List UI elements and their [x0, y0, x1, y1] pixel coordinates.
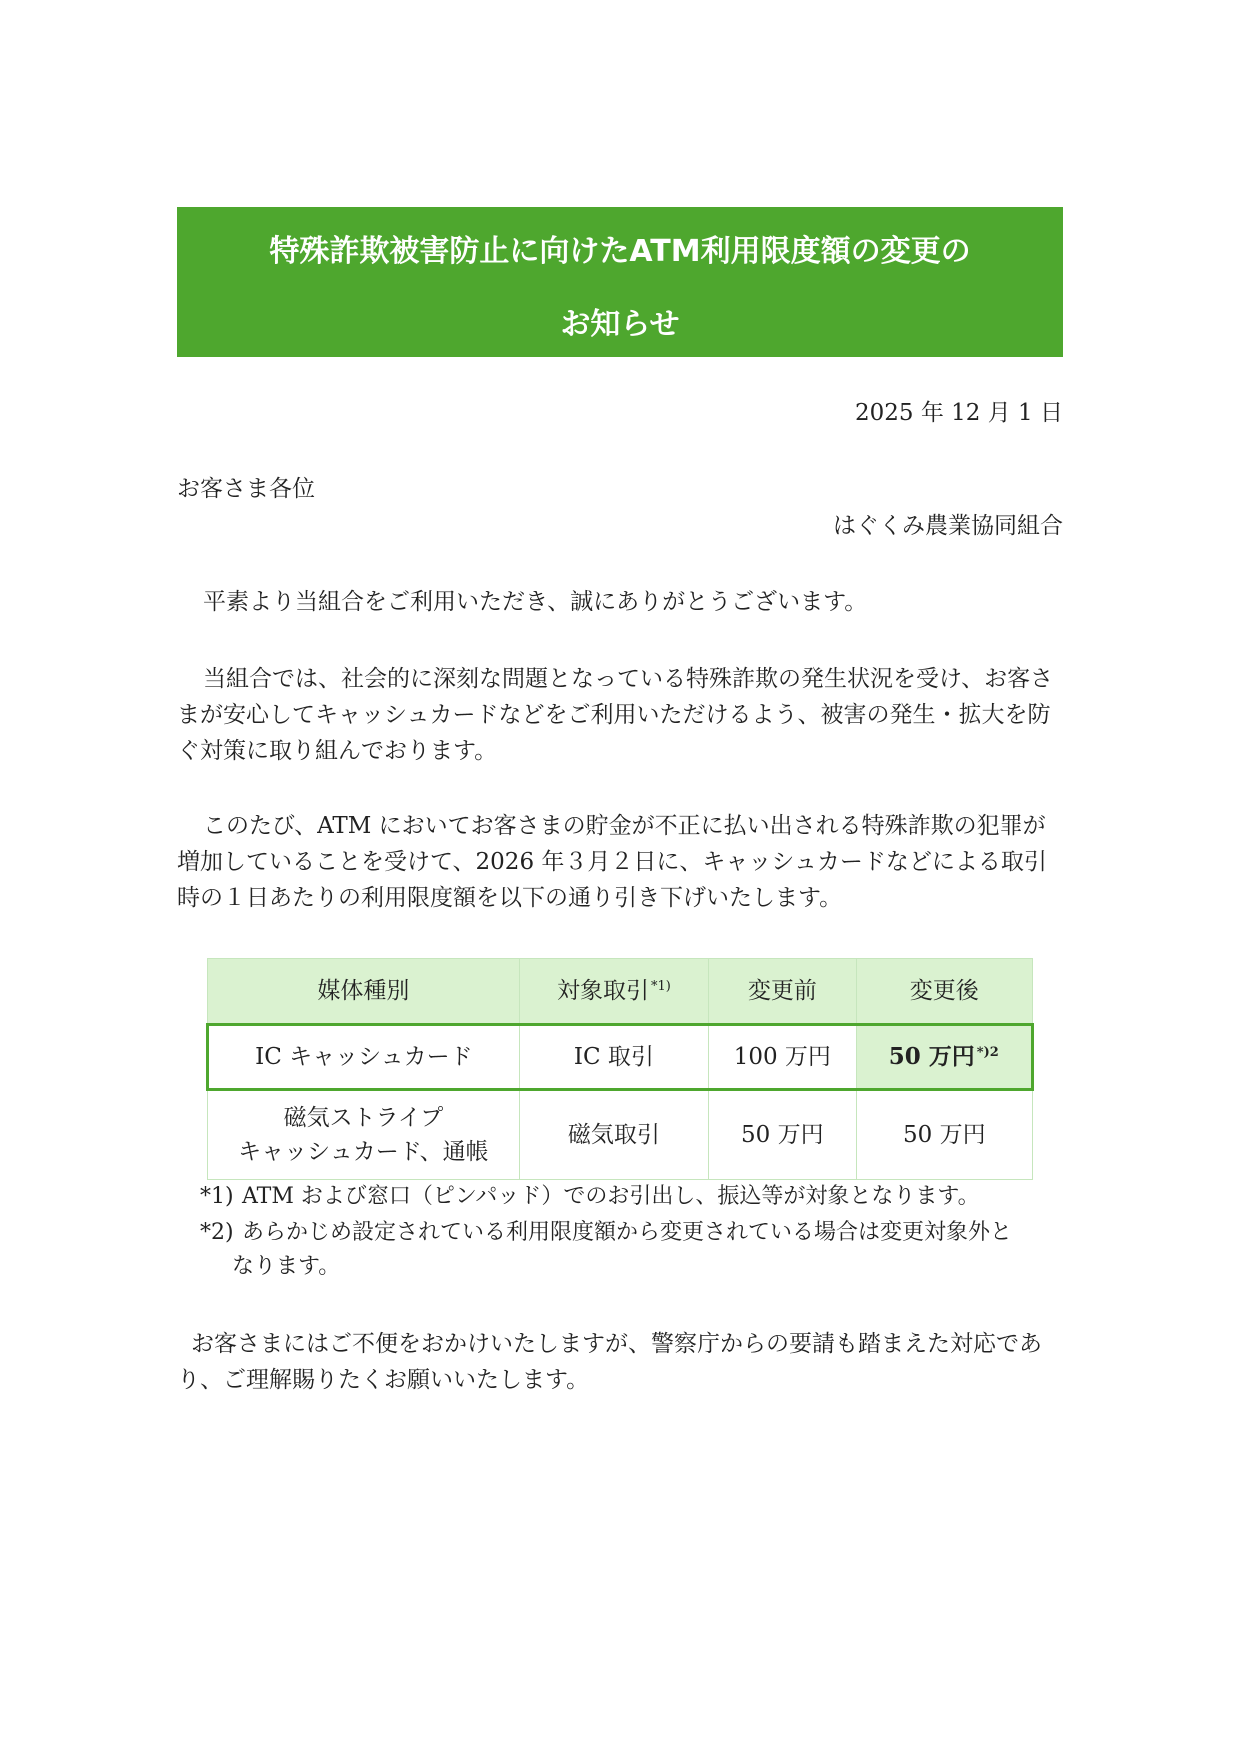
- cell-media-line-1: 磁気ストライプ: [283, 1105, 444, 1131]
- cell-transaction: 磁気取引: [519, 1090, 708, 1180]
- header-media: 媒体種別: [208, 959, 520, 1025]
- title-line-2: お知らせ: [560, 307, 680, 342]
- paragraph-background: 当組合では、社会的に深刻な問題となっている特殊詐欺の発生状況を受け、お客さまが安心してキャッシュカードなどをご利用いただけるよう、被害の発生・拡大を防ぐ対策に取り組んでおります。: [177, 666, 1054, 764]
- paragraph-greeting: 平素より当組合をご利用いただき、誠にありがとうございます。: [203, 589, 868, 615]
- table-row: [208, 1090, 1033, 1180]
- table-header-row: [208, 959, 1033, 1025]
- cell-after: 50 万円: [856, 1090, 1032, 1180]
- title-line-1: 特殊詐欺被害防止に向けたATM利用限度額の変更の: [269, 234, 971, 269]
- cell-before: 100 万円: [709, 1025, 857, 1090]
- footnote-1-mark: *1): [200, 1184, 234, 1209]
- footnote-2-text: あらかじめ設定されている利用限度額から変更されている場合は変更対象外と: [242, 1220, 1013, 1245]
- footnote-2-mark: *2): [200, 1220, 234, 1245]
- cell-after-note: *)2: [976, 1045, 999, 1060]
- notice-date: 2025 年 12 月 1 日: [855, 400, 1063, 426]
- header-after: 変更後: [856, 959, 1032, 1025]
- footnote-2: [200, 1216, 1060, 1284]
- header-transaction: [519, 959, 708, 1025]
- cell-after-value: 50 万円: [888, 1043, 975, 1070]
- footnote-1: [200, 1180, 1060, 1214]
- header-transaction-note: *1): [651, 979, 671, 994]
- cell-media: [208, 1090, 520, 1180]
- table-row: [208, 1025, 1033, 1090]
- cell-media: IC キャッシュカード: [208, 1025, 520, 1090]
- title-banner: [177, 207, 1063, 357]
- paragraph-change: このたび、ATM においてお客さまの貯金が不正に払い出される特殊詐欺の犯罪が増加していることを受けて、2026 年３月２日に、キャッシュカードなどによる取引時の１日あたりの利用限度額を以下の通り引き下げいたします。: [177, 813, 1047, 911]
- limits-table: [206, 958, 1034, 1180]
- cell-media-line-2: キャッシュカード、通帳: [238, 1139, 489, 1165]
- header-transaction-label: 対象取引: [557, 978, 649, 1004]
- sender: はぐくみ農業協同組合: [833, 513, 1063, 539]
- recipient: お客さま各位: [177, 476, 315, 502]
- cell-before: 50 万円: [709, 1090, 857, 1180]
- cell-transaction: IC 取引: [519, 1025, 708, 1090]
- cell-after: [856, 1025, 1032, 1090]
- header-before: 変更前: [709, 959, 857, 1025]
- paragraph-apology: お客さまにはご不便をおかけいたしますが、警察庁からの要請も踏まえた対応であり、ご理解賜りたくお願いいたします。: [177, 1331, 1042, 1393]
- footnote-1-text: ATM および窓口（ピンパッド）でのお引出し、振込等が対象となります。: [242, 1184, 980, 1209]
- footnote-2-continuation: なります。: [232, 1254, 341, 1279]
